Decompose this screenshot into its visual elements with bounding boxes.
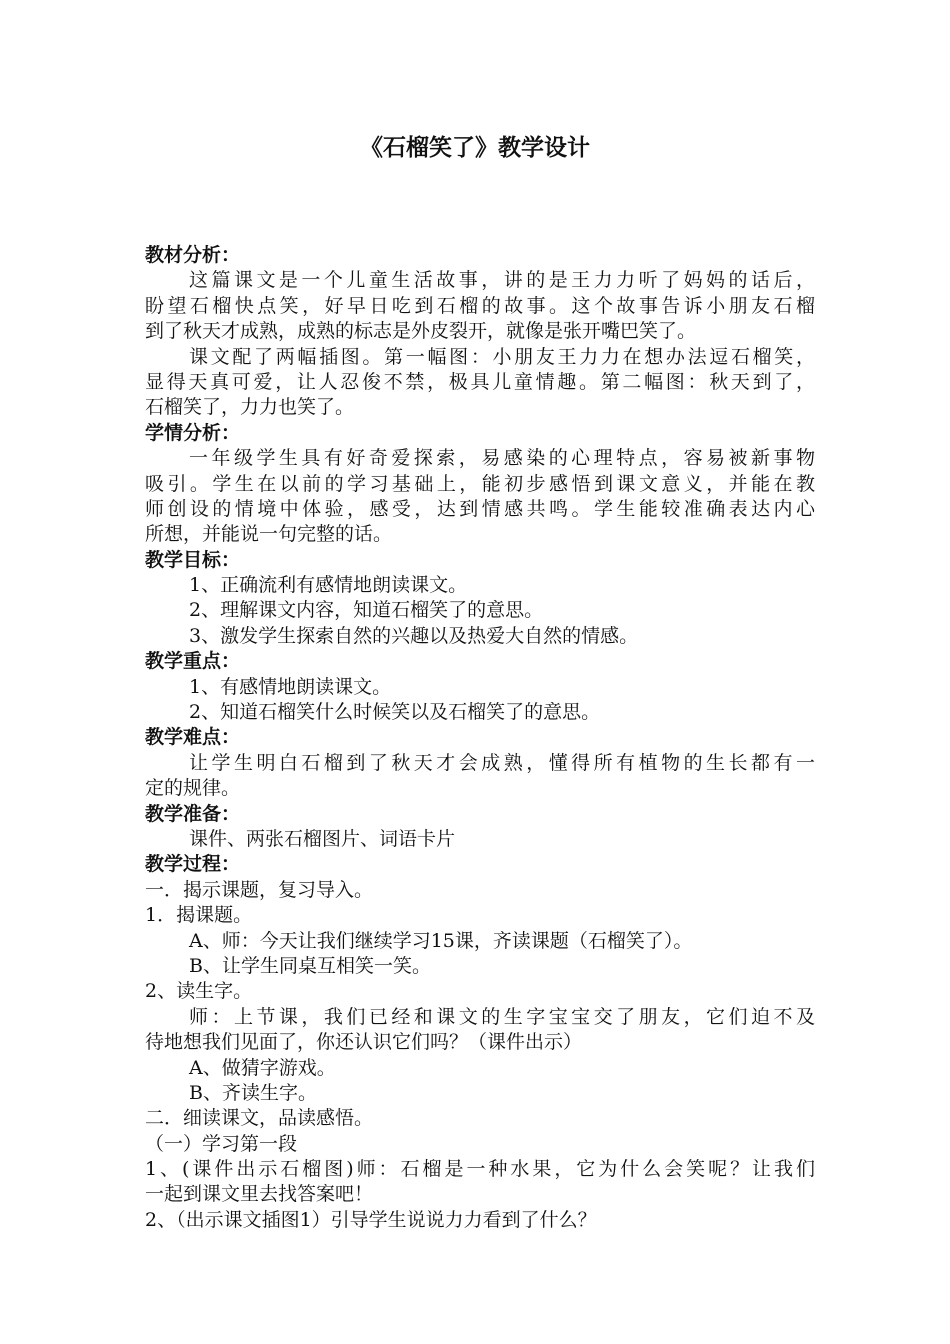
section-heading: 教材分析： — [145, 244, 241, 266]
text-line: 师创设的情境中体验，感受，达到情感共鸣。学生能较准确表达内心 — [145, 497, 815, 520]
document-body — [145, 243, 815, 1233]
text-line: 1、正确流利有感情地朗读课文。 — [189, 574, 468, 597]
text-line: B、让学生同桌互相笑一笑。 — [189, 954, 431, 977]
text-line: 2、知道石榴笑什么时候笑以及石榴笑了的意思。 — [189, 701, 601, 724]
text-line: 课文配了两幅插图。第一幅图：小朋友王力力在想办法逗石榴笑， — [189, 345, 815, 368]
text-line: 定的规律。 — [145, 777, 241, 800]
text-line: 3、激发学生探索自然的兴趣以及热爱大自然的情感。 — [189, 624, 639, 647]
text-line: B、齐读生字。 — [189, 1081, 317, 1104]
text-line: 这篇课文是一个儿童生活故事，讲的是王力力听了妈妈的话后， — [189, 269, 815, 292]
section-heading: 教学重点： — [145, 650, 241, 673]
text-line: （一）学习第一段 — [145, 1132, 298, 1155]
section-heading: 教学准备： — [145, 802, 241, 825]
text-line: 二．细读课文，品读感悟。 — [145, 1107, 374, 1130]
text-line: A、师：今天让我们继续学习15课，齐读课题（石榴笑了）。 — [189, 929, 693, 952]
text-line: 1、(课件出示石榴图)师：石榴是一种水果，它为什么会笑呢？让我们 — [145, 1158, 815, 1181]
text-line: 石榴笑了，力力也笑了。 — [145, 396, 355, 419]
text-line: 所想，并能说一句完整的话。 — [145, 523, 393, 546]
text-line: 让学生明白石榴到了秋天才会成熟，懂得所有植物的生长都有一 — [189, 751, 815, 774]
text-line: 1、有感情地朗读课文。 — [189, 675, 392, 698]
document-title: 《石榴笑了》教学设计 — [360, 135, 590, 161]
text-line: 显得天真可爱，让人忍俊不禁，极具儿童情趣。第二幅图：秋天到了， — [145, 370, 815, 393]
text-line: 课件、两张石榴图片、词语卡片 — [189, 827, 456, 850]
text-line: 2、读生字。 — [145, 980, 253, 1003]
text-line: 一．揭示课题，复习导入。 — [145, 878, 374, 901]
text-line: 盼望石榴快点笑，好早日吃到石榴的故事。这个故事告诉小朋友石榴 — [145, 294, 815, 317]
text-line: 1．揭课题。 — [145, 904, 253, 927]
text-line: 一起到课文里去找答案吧！ — [145, 1183, 374, 1206]
text-line: 吸引。学生在以前的学习基础上，能初步感悟到课文意义，并能在教 — [145, 472, 815, 495]
section-heading: 教学目标： — [145, 548, 241, 571]
text-line: 师：上节课，我们已经和课文的生字宝宝交了朋友，它们迫不及 — [189, 1005, 815, 1028]
section-heading: 教学过程： — [145, 853, 241, 876]
section-heading: 学情分析： — [145, 421, 241, 444]
text-line: 待地想我们见面了，你还认识它们吗？（课件出示） — [145, 1031, 583, 1054]
text-line: A、做猜字游戏。 — [189, 1056, 336, 1079]
text-line: 2、（出示课文插图1）引导学生说说力力看到了什么？ — [145, 1208, 597, 1231]
section-heading: 教学难点： — [145, 726, 241, 749]
text-line: 到了秋天才成熟，成熟的标志是外皮裂开，就像是张开嘴巴笑了。 — [145, 320, 697, 343]
text-line: 2、理解课文内容，知道石榴笑了的意思。 — [189, 599, 544, 622]
text-line: 一年级学生具有好奇爱探索，易感染的心理特点，容易被新事物 — [189, 447, 815, 470]
